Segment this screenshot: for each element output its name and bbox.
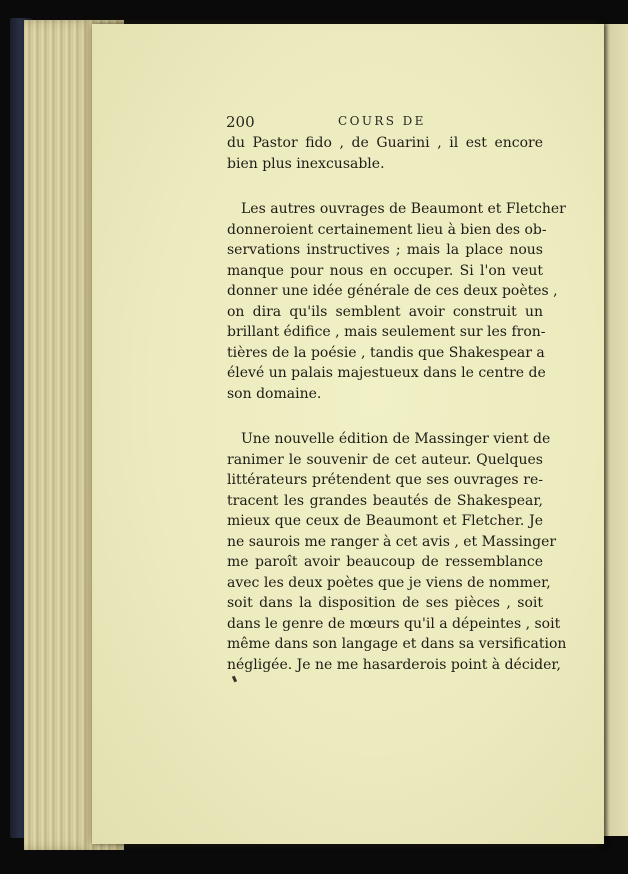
text-line: on dira qu'ils semblent avoir construit un (227, 303, 543, 320)
text-line: Une nouvelle édition de Massinger vient de (241, 431, 551, 447)
text-line: du Pastor fido , de Guarini , il est encore (227, 135, 543, 151)
text-line: même dans son langage et dans sa versification (227, 636, 567, 652)
text-line: Les autres ouvrages de Beaumont et Fletcher (241, 201, 566, 217)
text-line: ranimer le souvenir de cet auteur. Quelques (227, 451, 543, 468)
text-line: tracent les grandes beautés de Shakespear, (227, 492, 543, 509)
facing-page-edge (602, 24, 628, 836)
text-line: donneroient certainement lieu à bien des ob- (227, 221, 547, 238)
text-line: donner une idée générale de ces deux poètes , (227, 283, 558, 299)
text-line: tières de la poésie , tandis que Shakespear a (227, 344, 545, 361)
text-line: manque pour nous en occuper. Si l'on veut (227, 262, 543, 279)
text-line: littérateurs prétendent que ses ouvrages re- (227, 472, 543, 488)
text-line: servations instructives ; mais la place nous (227, 242, 543, 258)
text-line: avec les deux poètes que je viens de nommer, (227, 574, 551, 591)
text-line: mieux que ceux de Beaumont et Fletcher. Je (227, 513, 543, 529)
text-line: bien plus inexcusable. (227, 155, 385, 172)
text-line: négligée. Je ne me hasarderois point à décider, (227, 656, 562, 673)
text-line: élevé un palais majestueux dans le centre de (227, 365, 546, 381)
text-line: me paroît avoir beaucoup de ressemblance (227, 554, 543, 570)
text-line: ne saurois me ranger à cet avis , et Massinger (227, 533, 557, 550)
text-line: son domaine. (227, 385, 322, 402)
text-line: dans le genre de mœurs qu'il a dépeintes , soit (227, 615, 561, 632)
running-head: COURS DE (338, 114, 426, 128)
text-line: soit dans la disposition de ses pièces , soit (227, 595, 543, 611)
page-number: 200 (226, 113, 255, 131)
body-text (227, 133, 567, 675)
text-line: brillant édifice , mais seulement sur les fron- (227, 324, 546, 340)
